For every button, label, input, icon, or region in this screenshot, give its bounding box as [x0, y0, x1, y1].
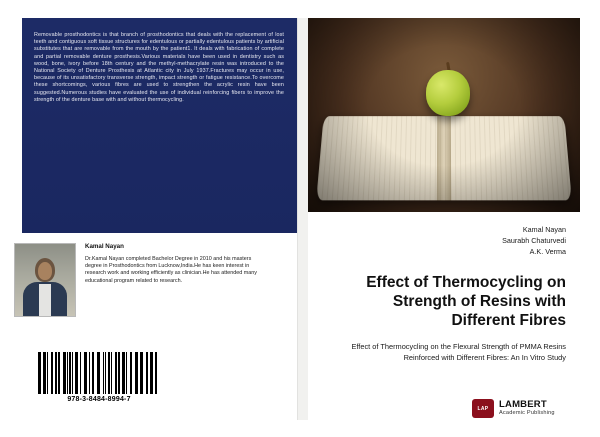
portrait-shirt-shape	[39, 284, 51, 316]
author-portrait-image	[15, 244, 75, 316]
author-2: Saurabh Chaturvedi	[502, 236, 566, 245]
photo-vignette	[308, 18, 580, 212]
front-cover-authors	[326, 224, 566, 257]
publisher-block	[472, 398, 580, 420]
back-cover-author-bio: Dr.Kamal Nayan completed Bachelor Degree in 2010 and his masters degree in Prosthodontics from Lucknow,India.He has keen interest in research work and working efficiently as clinician.He has attended many educational program related to research.	[85, 256, 257, 284]
publisher-tagline: Academic Publishing	[499, 410, 555, 416]
book-title: Effect of Thermocycling on Strength of Resins with Different Fibres	[366, 274, 566, 329]
author-photo-frame	[14, 243, 76, 317]
publisher-name: LAMBERT	[499, 399, 547, 410]
isbn-barcode	[38, 352, 160, 408]
barcode-bars	[38, 352, 160, 394]
back-cover-author-name: Kamal Nayan	[85, 243, 124, 250]
isbn-number: 978-3-8484-8994-7	[67, 396, 131, 403]
lap-logo-icon: LAP	[472, 399, 494, 418]
back-cover-blurb: Removable prosthodontics is that branch of prosthodontics that deals with the replacement of lost teeth and contiguous soft tissue structures for edentulous or partially edentulous patients by artificial substitutes that are removable from the mouth by the patient1. It deals with fabrication of complete and partial removable denture prosthesis.Various materials have been used in dentistry such as wood, bone, ivory before 18th century and the methyl-methacrylate resin was introduced to the National Society of Denture Prosthesis at Atlantic city in July 1937.Fractures may occur in use, because of its unsatisfactory transverse strength, impact strength or fatigue resistance.To overcome these shortcomings, various fibres are used to strengthen the acrylic resin have been suggested.Numerous studies have evaluated the use of individual reinforcing fibers to improve the strength of the denture base with and without thermocycling.	[34, 32, 284, 103]
cover-photo	[308, 18, 580, 212]
author-1: Kamal Nayan	[522, 225, 566, 234]
portrait-face-shape	[38, 262, 52, 280]
author-3: A.K. Verma	[529, 247, 566, 256]
front-cover-panel	[308, 18, 580, 420]
book-subtitle: Effect of Thermocycling on the Flexural Strength of PMMA Resins Reinforced with Different Fibres: An In Vitro Study	[351, 342, 566, 362]
